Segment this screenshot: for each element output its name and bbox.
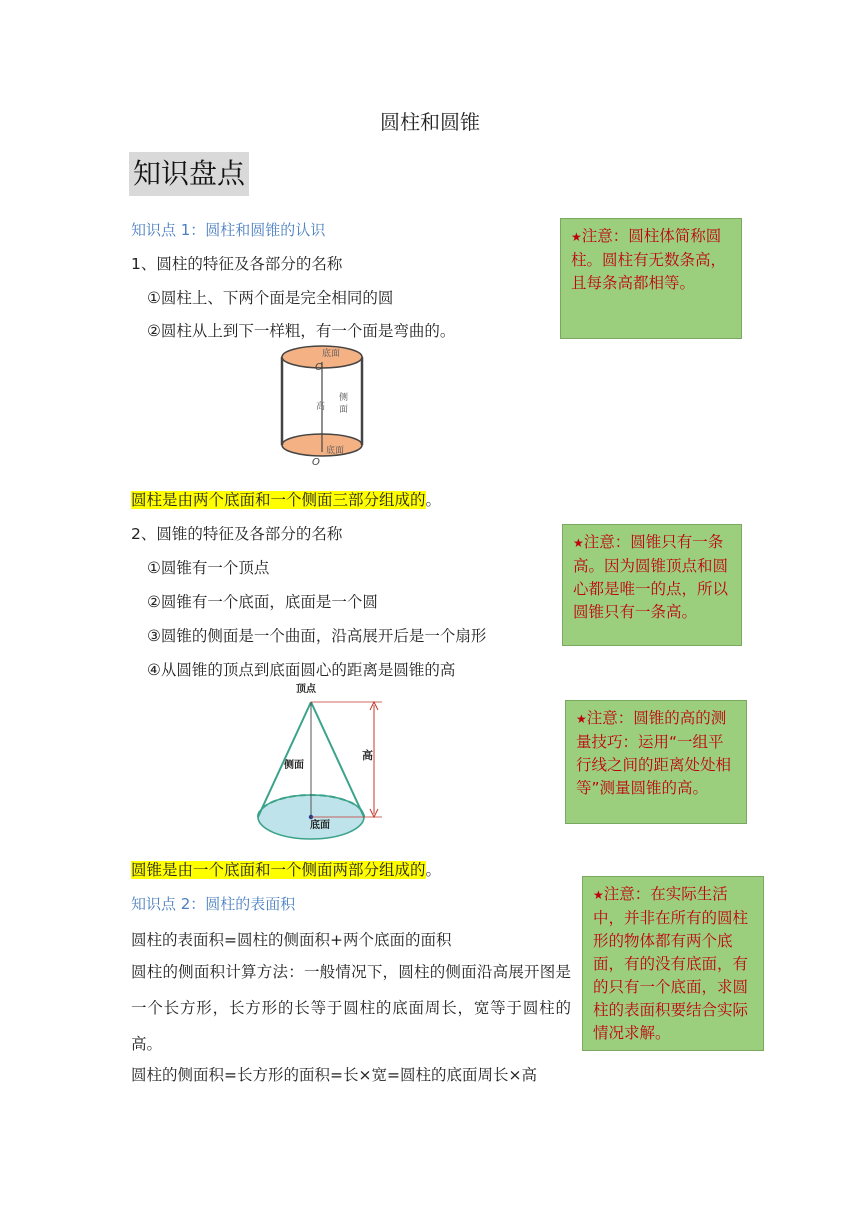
cylinder-side-label-1: 侧 [339,393,349,403]
star-icon: ★ [593,888,604,902]
section-heading: 知识盘点 [129,152,249,196]
cone-base-label: 底面 [310,820,330,831]
cone-title: 2、圆锥的特征及各部分的名称 [131,525,343,543]
note-box-surface-area [582,876,764,1051]
cylinder-height-label: 高 [316,402,326,412]
cylinder-top-center-label: O [315,362,323,373]
lateral-area-method: 圆柱的侧面积计算方法：一般情况下，圆柱的侧面沿高展开图是一个长方形，长方形的长等于圆柱的底面周长，宽等于圆柱的高。 [131,963,571,1053]
cone-height-label: 高 [362,749,373,762]
note-text: 注意：圆锥只有一条高。因为圆锥顶点和圆心都是唯一的点，所以圆锥只有一条高。 [573,533,729,621]
cone-summary-highlight: 圆锥是由一个底面和一个侧面两部分组成的 [131,861,426,879]
note-text: 注意：圆柱体简称圆柱。圆柱有无数条高，且每条高都相等。 [571,227,727,292]
cone-apex-label: 顶点 [296,684,316,695]
cone-summary [131,858,441,880]
kp2-heading: 知识点 2：圆柱的表面积 [131,895,296,913]
cylinder-summary-end: 。 [425,491,442,509]
cone-item-2: ②圆锥有一个底面，底面是一个圆 [147,593,378,611]
star-icon: ★ [573,536,584,550]
note-box-cylinder [560,218,742,339]
cylinder-title: 1、圆柱的特征及各部分的名称 [131,255,343,273]
star-icon: ★ [571,230,582,244]
cone-diagram [250,680,400,850]
page-title: 圆柱和圆锥 [380,110,480,134]
cylinder-bottom-center-label: O [312,457,320,468]
cylinder-diagram [272,342,372,472]
cylinder-side-label-2: 面 [339,405,349,415]
cone-side-label: 侧面 [284,760,304,771]
surface-area-formula: 圆柱的表面积=圆柱的侧面积+两个底面的面积 [131,931,452,949]
cone-item-1: ①圆锥有一个顶点 [147,559,270,577]
cylinder-summary [131,488,441,510]
cylinder-top-base-label: 底面 [322,349,341,359]
kp1-heading: 知识点 1：圆柱和圆锥的认识 [131,221,326,239]
lateral-area-formula: 圆柱的侧面积=长方形的面积=长×宽=圆柱的底面周长×高 [131,1066,537,1084]
note-text: 注意：圆锥的高的测量技巧：运用“一组平行线之间的距离处处相等”测量圆锥的高。 [576,709,732,797]
note-box-cone-measure [565,700,747,824]
cone-item-4: ④从圆锥的顶点到底面圆心的距离是圆锥的高 [147,661,456,679]
note-text: 注意：在实际生活中，并非在所有的圆柱形的物体都有两个底面，有的没有底面，有的只有一个底面，求圆柱的表面积要结合实际情况求解。 [593,885,749,1042]
cylinder-summary-highlight: 圆柱是由两个底面和一个侧面三部分组成的 [131,491,426,509]
note-box-cone-height [562,524,742,646]
star-icon: ★ [576,712,587,726]
cylinder-bottom-base-label: 底面 [326,446,345,456]
cylinder-item-2: ②圆柱从上到下一样粗，有一个面是弯曲的。 [147,322,456,340]
cone-summary-end: 。 [425,861,442,879]
cylinder-item-1: ①圆柱上、下两个面是完全相同的圆 [147,289,394,307]
cone-item-3: ③圆锥的侧面是一个曲面，沿高展开后是一个扇形 [147,627,487,645]
